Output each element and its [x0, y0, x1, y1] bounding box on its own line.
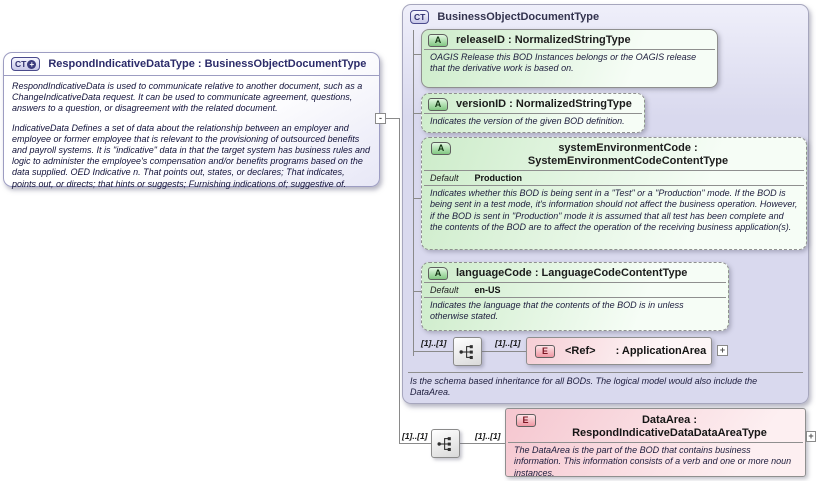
- default-label: Default: [430, 173, 459, 183]
- default-value: Production: [474, 173, 523, 183]
- attribute-name: releaseID : NormalizedStringType: [456, 34, 631, 46]
- element-type-label: : ApplicationArea: [615, 345, 707, 357]
- tree-line: [413, 351, 453, 352]
- expand-icon[interactable]: +: [717, 345, 728, 356]
- element-icon: E: [535, 345, 555, 358]
- ct-icon-label: CT: [15, 59, 27, 69]
- default-label: Default: [430, 285, 459, 295]
- plus-badge-icon: +: [27, 60, 36, 69]
- connector-line: [386, 118, 400, 119]
- attribute-versionid[interactable]: [421, 93, 645, 133]
- sequence-glyph: [458, 343, 477, 361]
- attribute-name: systemEnvironmentCode : SystemEnvironmentCodeContentType: [527, 142, 729, 167]
- cardinality-label: [1]..[1]: [421, 338, 447, 348]
- element-icon: E: [516, 414, 536, 427]
- attribute-annotation: Indicates whether this BOD is being sent in a "Test" or a "Production" mode. If the BOD is being sent in a test mode, it's information should not affect the business operation. However, if the BOD is sent in "Production" mode it is assumed that all test has been complete and the contents of the BOD are to affect the operation of the receiving business application(s).: [430, 188, 798, 233]
- default-value: en-US: [474, 285, 501, 295]
- element-ref-label: <Ref>: [565, 345, 596, 357]
- connector-line: [460, 443, 506, 444]
- annotation-paragraph: RespondIndicativeData is used to communicate relative to another document, such as a ChangeIndicativeData request. It can be used to communicate agreement, questions, answers to a question, or disagreement with the related document.: [12, 81, 363, 114]
- attribute-icon: A: [428, 267, 448, 280]
- attribute-annotation: OAGIS Release this BOD Instances belongs or the OAGIS release that the derivative work is based on.: [430, 52, 697, 74]
- sequence-icon[interactable]: [431, 429, 460, 458]
- tree-line: [413, 54, 421, 55]
- tree-line: [413, 291, 421, 292]
- attribute-title-row: [422, 30, 717, 49]
- complextype-header: [4, 53, 379, 76]
- basetype-annotation: Is the schema based inheritance for all BODs. The logical model would also include the DataArea.: [410, 376, 758, 398]
- attribute-systemenvironmentcode[interactable]: [421, 137, 807, 250]
- attribute-icon: A: [431, 142, 451, 155]
- attribute-title-row: [422, 263, 728, 282]
- basetype-businessobjectdocumenttype[interactable]: [402, 4, 809, 404]
- complextype-annotation: [4, 76, 379, 190]
- connector-line: [399, 118, 400, 444]
- attribute-releaseid[interactable]: [421, 29, 718, 88]
- basetype-header: [403, 5, 808, 28]
- ct-icon-label: CT: [414, 11, 426, 22]
- complextype-title: RespondIndicativeDataType : BusinessObjectDocumentType: [48, 58, 367, 70]
- attribute-icon: A: [428, 34, 448, 47]
- complextype-icon: [410, 10, 429, 24]
- cardinality-label: [1]..[1]: [402, 431, 428, 441]
- tree-line: [413, 198, 421, 199]
- tree-line: [413, 113, 421, 114]
- sequence-icon[interactable]: [453, 337, 482, 366]
- attribute-name: languageCode : LanguageCodeContentType: [456, 267, 688, 279]
- default-row: [422, 283, 728, 297]
- element-dataarea[interactable]: [505, 408, 806, 477]
- tree-line: [482, 351, 526, 352]
- attribute-languagecode[interactable]: [421, 262, 729, 331]
- element-annotation: The DataArea is the part of the BOD that contains business information. This information consists of a verb and one or more noun instances.: [514, 445, 792, 478]
- collapse-icon[interactable]: -: [375, 113, 386, 124]
- basetype-title: BusinessObjectDocumentType: [437, 10, 600, 23]
- cardinality-label: [1]..[1]: [475, 431, 501, 441]
- expand-icon[interactable]: +: [806, 431, 816, 442]
- cardinality-label: [1]..[1]: [495, 338, 521, 348]
- tree-line: [413, 30, 414, 356]
- divider: [408, 372, 803, 373]
- default-row: [422, 171, 806, 185]
- attribute-title-row: [422, 138, 806, 170]
- element-title-row: [506, 409, 805, 442]
- attribute-name: versionID : NormalizedStringType: [456, 98, 632, 110]
- connector-line: [399, 443, 432, 444]
- complextype-plus-icon: [11, 57, 40, 71]
- sequence-glyph: [436, 435, 455, 453]
- attribute-annotation: Indicates the version of the given BOD definition.: [430, 116, 625, 126]
- element-applicationarea-ref[interactable]: [526, 337, 712, 365]
- attribute-icon: A: [428, 98, 448, 111]
- attribute-annotation: Indicates the language that the contents of the BOD is in unless otherwise stated.: [430, 300, 684, 322]
- element-name: DataArea : RespondIndicativeDataDataAreaType: [572, 414, 767, 439]
- complextype-respondindicativedatatype[interactable]: [3, 52, 380, 187]
- attribute-title-row: [422, 94, 644, 113]
- annotation-paragraph: IndicativeData Defines a set of data about the relationship between an employer and employee or former employee that is relevant to the provisioning of outsourced benefits and payroll systems. It is "indicative" data in that the target system has business rules and logic to administer the employee's compensation and/or benefits programs based on the data supplied. OED Indicative n. That points out, states, or declares; That indicates, points out, or directs; that hints or suggests; Furnishing indications of; suggestive of.: [12, 122, 371, 189]
